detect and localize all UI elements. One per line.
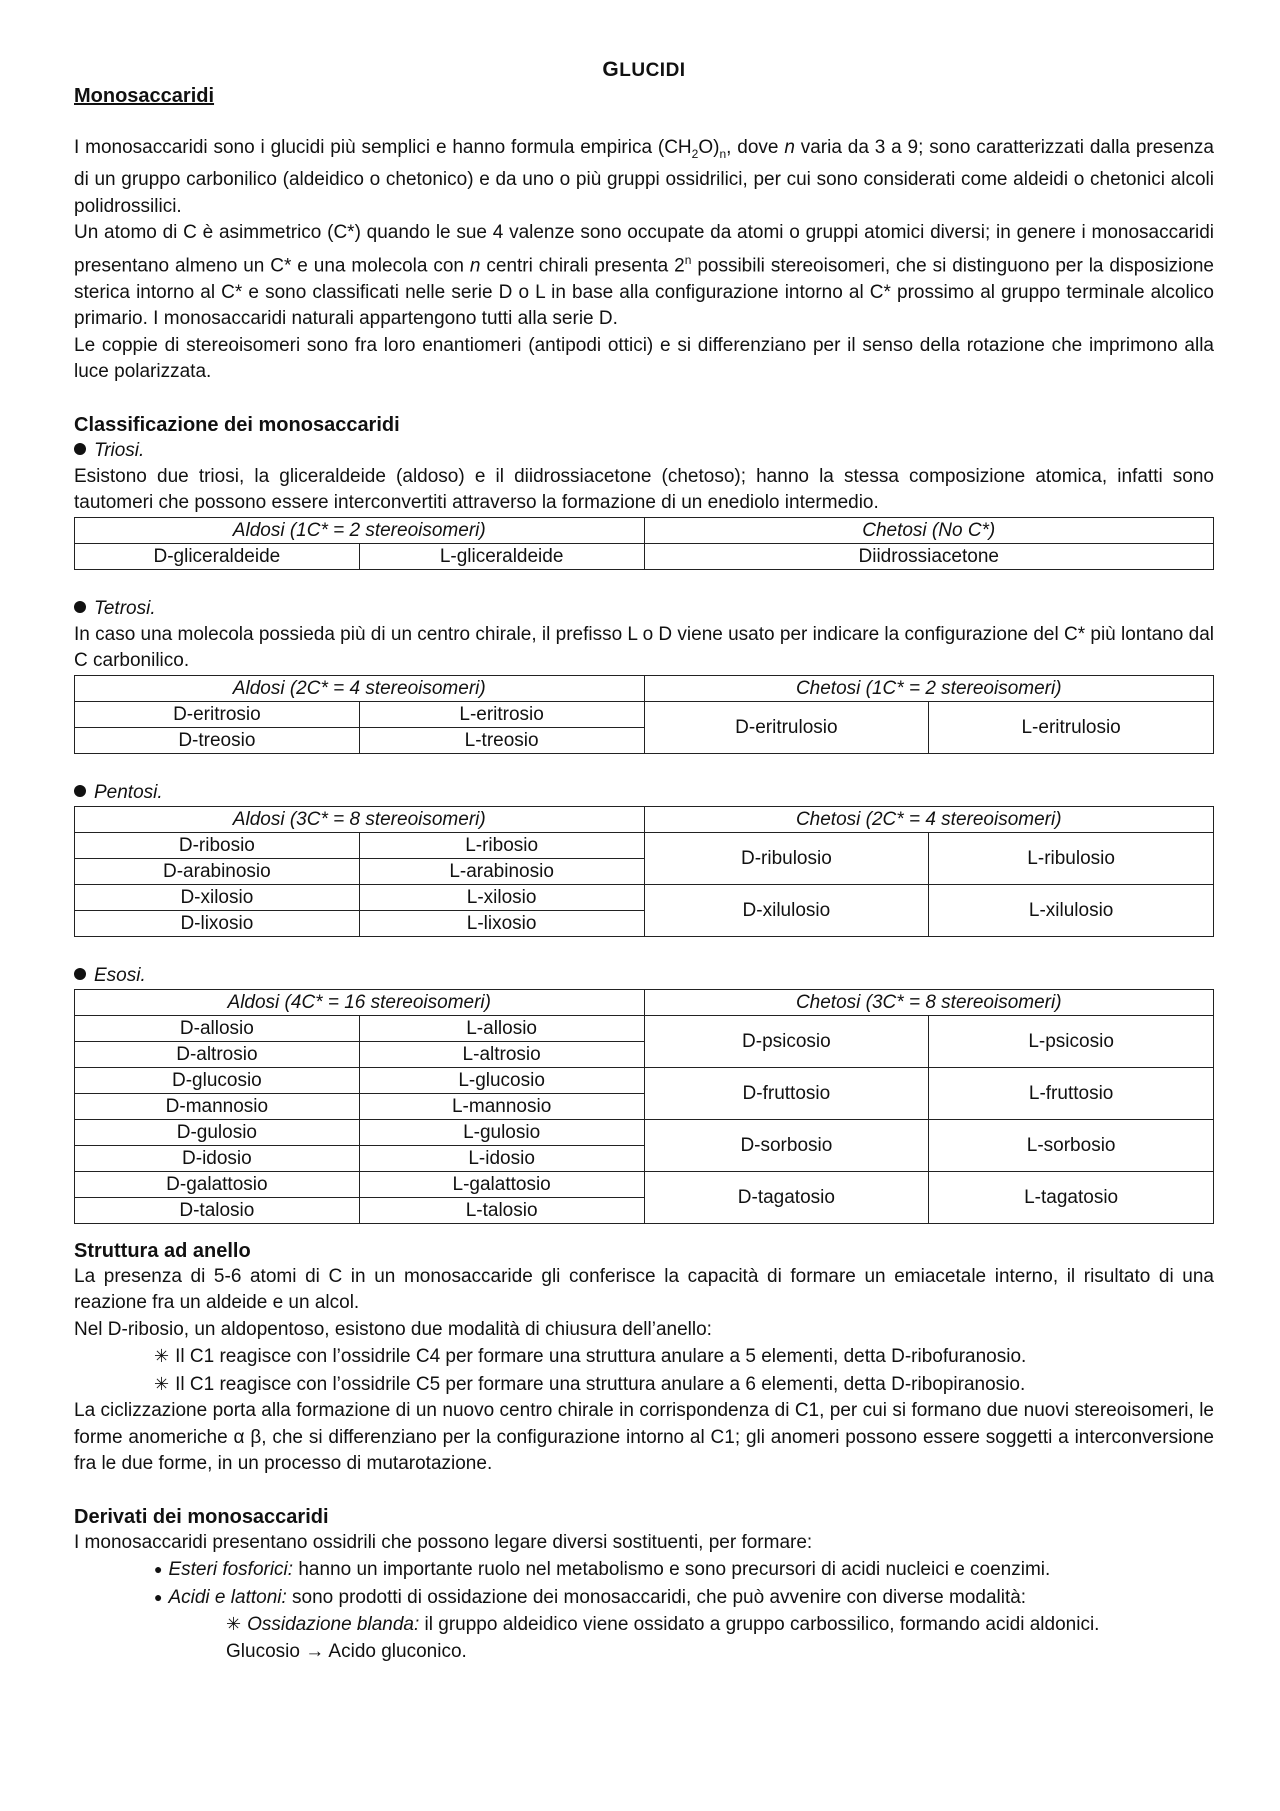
table-header-aldosi: Aldosi (4C* = 16 stereoisomeri) — [75, 989, 645, 1015]
table-header-aldosi: Aldosi (2C* = 4 stereoisomeri) — [75, 675, 645, 701]
table-cell: L-arabinosio — [359, 858, 644, 884]
table-cell: L-sorbosio — [929, 1119, 1214, 1171]
table-cell: D-mannosio — [75, 1093, 360, 1119]
bullet-esosi: Esosi. — [74, 963, 1214, 989]
table-cell: D-treosio — [75, 727, 360, 753]
table-cell: L-altrosio — [359, 1041, 644, 1067]
table-header-aldosi: Aldosi (1C* = 2 stereoisomeri) — [75, 517, 645, 543]
bullet-icon — [74, 601, 86, 613]
section-heading-ring: Struttura ad anello — [74, 1239, 251, 1262]
bullet-icon — [74, 443, 86, 455]
table-header-chetosi: Chetosi (No C*) — [644, 517, 1214, 543]
section-heading-classification: Classificazione dei monosaccaridi — [74, 413, 400, 436]
table-header-aldosi: Aldosi (3C* = 8 stereoisomeri) — [75, 806, 645, 832]
bullet-icon: ● — [154, 1588, 163, 1605]
table-cell: D-gulosio — [75, 1119, 360, 1145]
table-cell: L-xilosio — [359, 884, 644, 910]
bullet-icon: ● — [154, 1561, 163, 1578]
table-cell: D-psicosio — [644, 1015, 929, 1067]
paragraph-asymmetric-carbon: Un atomo di C è asimmetrico (C*) quando le sue 4 valenze sono occupate da atomi o gruppi atomici diversi; in genere i monosaccaridi presentano almeno un C* e una molecola con n centri chirali presenta 2$^n$ possibili stereoisomeri, che si distinguono per la disposizione sterica intorno al C* e sono classificati nelle serie D o L in base alla configurazione intorno al C* prossimo al gruppo terminale alcolico primario. I monosaccaridi naturali appartengono tutti alla serie D. — [74, 222, 1214, 330]
table-cell: D-eritrulosio — [644, 701, 929, 753]
table-cell: D-glucosio — [75, 1067, 360, 1093]
table-cell: L-gulosio — [359, 1119, 644, 1145]
table-cell: Diidrossiacetone — [644, 543, 1214, 569]
table-cell: L-ribosio — [359, 832, 644, 858]
table-header-chetosi: Chetosi (1C* = 2 stereoisomeri) — [644, 675, 1214, 701]
table-cell: L-mannosio — [359, 1093, 644, 1119]
table-cell: L-galattosio — [359, 1171, 644, 1197]
asterisk-icon: ✳ — [154, 1373, 170, 1394]
paragraph-intro: I monosaccaridi sono i glucidi più semplici e hanno formula empirica $(CH_2O)_n$, dove n varia da 3 a 9; sono caratterizzati dalla presenza di un gruppo carbonilico (aldeidico o chetonico) e da uno o più gruppi ossidrilici, per cui sono considerati come aldeidi o chetonici alcoli polidrossilici. — [74, 137, 1214, 217]
paragraph-tetrosi: In caso una molecola possieda più di un centro chirale, il prefisso L o D viene usato per indicare la configurazione del C* più lontano dal C carbonilico. — [74, 623, 1214, 672]
list-subitem-ossidazione: ✳ Ossidazione blanda: il gruppo aldeidico viene ossidato a gruppo carbossilico, formando acidi aldonici. — [226, 1614, 1100, 1636]
list-item-ring-2: ✳ Il C1 reagisce con l’ossidrile C5 per formare una struttura anulare a 6 elementi, detta D-ribopiranosio. — [154, 1373, 1026, 1395]
table-cell: L-xilulosio — [929, 884, 1214, 936]
asterisk-icon: ✳ — [154, 1346, 170, 1367]
table-cell: D-xilulosio — [644, 884, 929, 936]
bullet-triosi: Triosi. — [74, 438, 1214, 464]
section-heading-derivatives: Derivati dei monosaccaridi — [74, 1505, 329, 1528]
list-item-ring-1: ✳ Il C1 reagisce con l’ossidrile C4 per formare una struttura anulare a 5 elementi, detta D-ribofuranosio. — [154, 1346, 1027, 1368]
bullet-tetrosi: Tetrosi. — [74, 596, 1214, 622]
table-cell: L-gliceraldeide — [359, 543, 644, 569]
table-cell: L-lixosio — [359, 910, 644, 936]
table-cell: L-fruttosio — [929, 1067, 1214, 1119]
table-cell: L-tagatosio — [929, 1171, 1214, 1223]
table-cell: L-treosio — [359, 727, 644, 753]
table-cell: D-altrosio — [75, 1041, 360, 1067]
list-subitem-example: Glucosio → Acido gluconico. — [226, 1640, 467, 1662]
asterisk-icon: ✳ — [226, 1614, 242, 1635]
table-cell: D-lixosio — [75, 910, 360, 936]
paragraph-derivatives: I monosaccaridi presentano ossidrili che possono legare diversi sostituenti, per formare: — [74, 1531, 813, 1553]
list-item-esteri: ● Esteri fosforici: hanno un importante ruolo nel metabolismo e sono precursori di acidi nucleici e coenzimi. — [154, 1559, 1051, 1581]
table-cell: D-ribulosio — [644, 832, 929, 884]
table-cell: D-fruttosio — [644, 1067, 929, 1119]
table-cell: D-xilosio — [75, 884, 360, 910]
table-cell: L-idosio — [359, 1145, 644, 1171]
table-cell: D-eritrosio — [75, 701, 360, 727]
paragraph-triosi: Esistono due triosi, la gliceraldeide (aldoso) e il diidrossiacetone (chetoso); hanno la stessa composizione atomica, infatti sono tautomeri che possono essere interconvertiti attraverso la formazione di un enediolo intermedio. — [74, 465, 1214, 514]
list-item-acidi: ● Acidi e lattoni: sono prodotti di ossidazione dei monosaccaridi, che può avvenire con diverse modalità: — [154, 1586, 1027, 1608]
table-cell: D-talosio — [75, 1197, 360, 1223]
page-title: GLUCIDI — [602, 58, 686, 81]
table-cell: D-sorbosio — [644, 1119, 929, 1171]
table-cell: L-eritrosio — [359, 701, 644, 727]
table-cell: D-galattosio — [75, 1171, 360, 1197]
table-cell: D-idosio — [75, 1145, 360, 1171]
paragraph-enantiomers: Le coppie di stereoisomeri sono fra loro enantiomeri (antipodi ottici) e si differenziano per il senso della rotazione che imprimono alla luce polarizzata. — [74, 334, 1214, 383]
table-cell: L-glucosio — [359, 1067, 644, 1093]
table-cell: L-psicosio — [929, 1015, 1214, 1067]
section-heading-monosaccaridi: Monosaccaridi — [74, 85, 215, 107]
paragraph-ring-2: Nel D-ribosio, un aldopentoso, esistono due modalità di chiusura dell’anello: — [74, 1318, 712, 1340]
table-header-chetosi: Chetosi (3C* = 8 stereoisomeri) — [644, 989, 1214, 1015]
table-cell: L-talosio — [359, 1197, 644, 1223]
paragraph-ring-1: La presenza di 5-6 atomi di C in un monosaccaride gli conferisce la capacità di formare un emiacetale interno, il risultato di una reazione fra un aldeide e un alcol. — [74, 1265, 1214, 1314]
table-cell: L-eritrulosio — [929, 701, 1214, 753]
table-cell: L-allosio — [359, 1015, 644, 1041]
table-tetrosi — [74, 675, 1214, 754]
table-esosi — [74, 989, 1214, 1224]
bullet-icon — [74, 785, 86, 797]
table-header-chetosi: Chetosi (2C* = 4 stereoisomeri) — [644, 806, 1214, 832]
document-page — [74, 58, 1214, 1665]
table-pentosi — [74, 806, 1214, 937]
table-cell: D-tagatosio — [644, 1171, 929, 1223]
table-cell: D-arabinosio — [75, 858, 360, 884]
table-triosi — [74, 517, 1214, 570]
bullet-icon — [74, 968, 86, 980]
bullet-pentosi: Pentosi. — [74, 780, 1214, 806]
table-cell: D-gliceraldeide — [75, 543, 360, 569]
table-cell: D-ribosio — [75, 832, 360, 858]
table-cell: D-allosio — [75, 1015, 360, 1041]
paragraph-ring-3: La ciclizzazione porta alla formazione di un nuovo centro chirale in corrispondenza di C1, per cui si formano due nuovi stereoisomeri, le forme anomeriche α β, che si differenziano per la configurazione intorno al C1; gli anomeri possono essere soggetti a interconversione fra le due forme, in un processo di mutarotazione. — [74, 1400, 1214, 1475]
table-cell: L-ribulosio — [929, 832, 1214, 884]
